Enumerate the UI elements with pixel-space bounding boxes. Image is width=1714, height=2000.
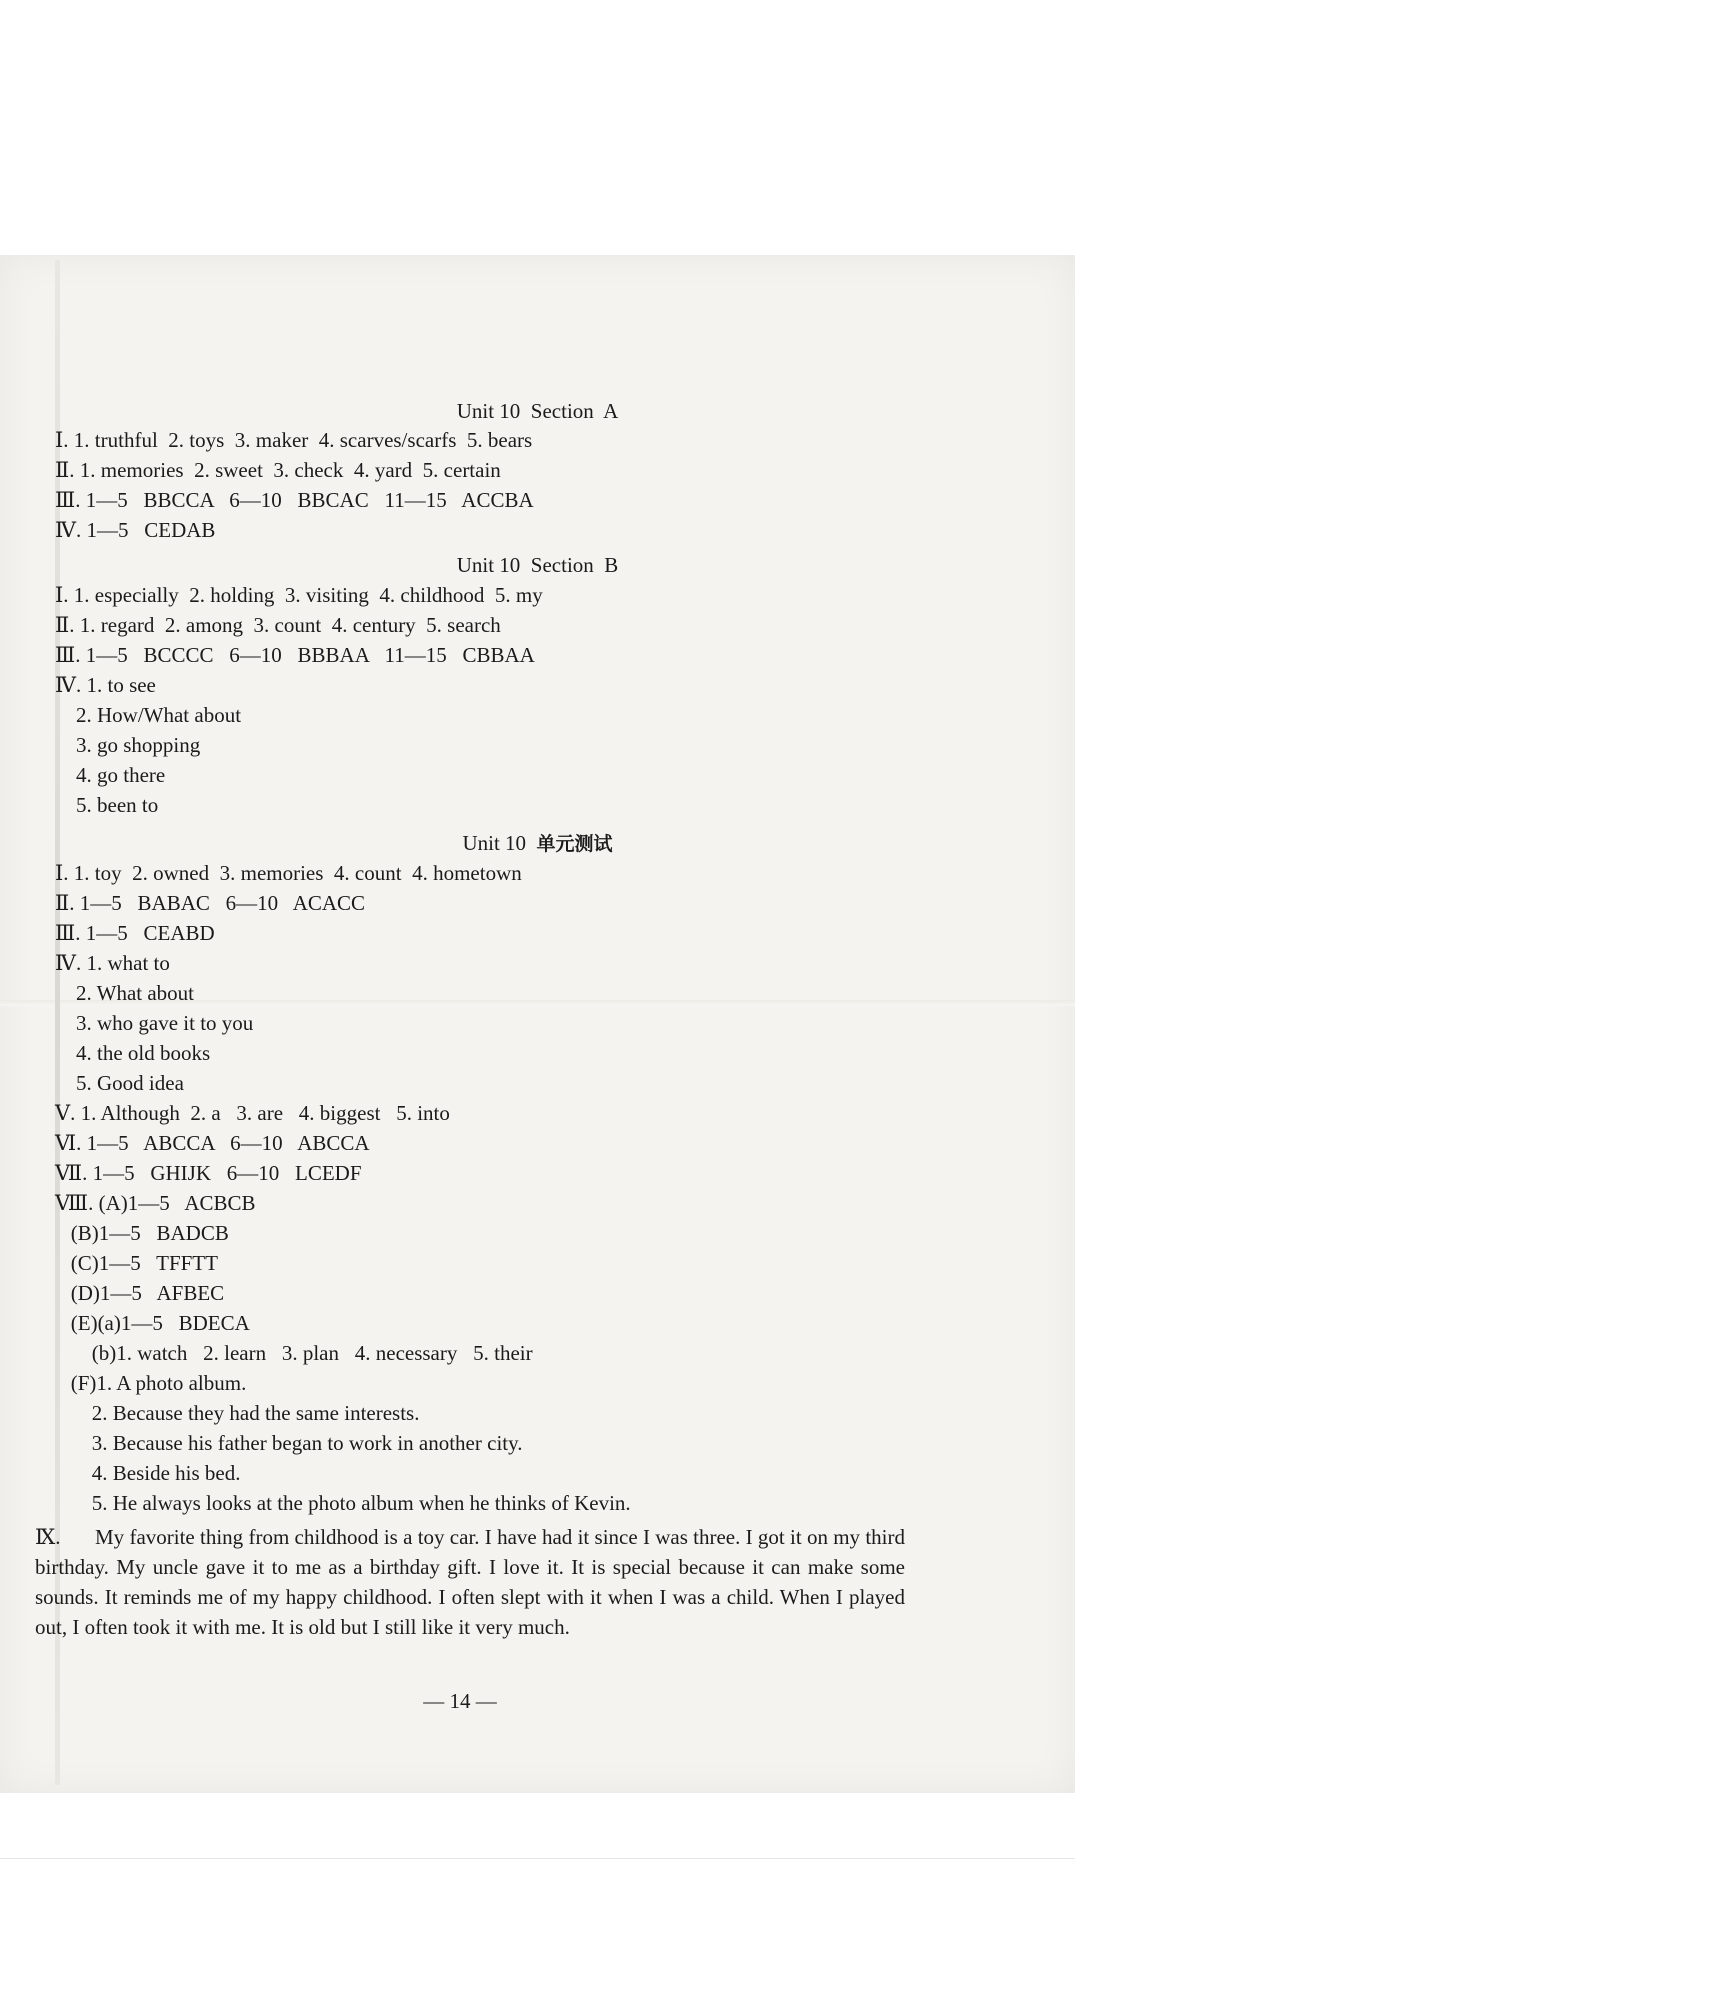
heading-unit10-section-a: Unit 10 Section A <box>456 399 619 423</box>
answer-line: Ⅷ. (A)1—5 ACBCB <box>55 1191 256 1215</box>
answer-line: Ⅲ. 1—5 CEABD <box>55 921 215 945</box>
answer-line: Ⅳ. 1—5 CEDAB <box>55 518 216 542</box>
answer-line: (B)1—5 BADCB <box>55 1221 229 1245</box>
answer-line: Ⅶ. 1—5 GHIJK 6—10 LCEDF <box>55 1161 362 1185</box>
answer-line: Ⅰ. 1. toy 2. owned 3. memories 4. count 4. hometown <box>55 861 522 885</box>
answer-line: (C)1—5 TFFTT <box>55 1251 218 1275</box>
answer-line: 4. go there <box>55 763 166 787</box>
answer-line: Ⅲ. 1—5 BBCCA 6—10 BBCAC 11—15 ACCBA <box>55 488 534 512</box>
answer-line: Ⅳ. 1. what to <box>55 951 170 975</box>
answer-line: 4. Beside his bed. <box>55 1461 241 1485</box>
answer-line: Ⅱ. 1—5 BABAC 6—10 ACACC <box>55 891 366 915</box>
answer-line: 5. He always looks at the photo album when he thinks of Kevin. <box>55 1491 631 1515</box>
essay-label: Ⅸ. <box>35 1525 61 1549</box>
page-number: — 14 — <box>423 1689 497 1713</box>
answer-line: Ⅱ. 1. regard 2. among 3. count 4. century 5. search <box>55 613 501 637</box>
answer-line: Ⅰ. 1. especially 2. holding 3. visiting 4. childhood 5. my <box>55 583 543 607</box>
heading-unit10-unit-test: Unit 10 单元测试 <box>462 831 613 855</box>
answer-line: 2. What about <box>55 981 195 1005</box>
answer-line: Ⅳ. 1. to see <box>55 673 156 697</box>
answer-line: 2. Because they had the same interests. <box>55 1401 420 1425</box>
answer-line: 5. Good idea <box>55 1071 184 1095</box>
answer-line: (E)(a)1—5 BDECA <box>55 1311 250 1335</box>
answer-line: Ⅴ. 1. Although 2. a 3. are 4. biggest 5. into <box>55 1101 450 1125</box>
answer-line: Ⅱ. 1. memories 2. sweet 3. check 4. yard 5. certain <box>55 458 501 482</box>
answer-line: Ⅲ. 1—5 BCCCC 6—10 BBBAA 11—15 CBBAA <box>55 643 535 667</box>
answer-line: 3. Because his father began to work in another city. <box>55 1431 523 1455</box>
answer-line: Ⅰ. 1. truthful 2. toys 3. maker 4. scarves/scarfs 5. bears <box>55 428 533 452</box>
answer-line: (D)1—5 AFBEC <box>55 1281 225 1305</box>
answer-line: 3. go shopping <box>55 733 201 757</box>
answer-line: 5. been to <box>55 793 159 817</box>
answer-line: 2. How/What about <box>55 703 242 727</box>
answer-line: (F)1. A photo album. <box>55 1371 247 1395</box>
heading-unit10-section-b: Unit 10 Section B <box>456 553 619 577</box>
essay-text: My favorite thing from childhood is a toy car. I have had it since I was three. I got it on my third birthday. My uncle gave it to me as a birthday gift. I love it. It is special because it can make some sounds. It reminds me of my happy childhood. I often slept with it when I was a child. When I played out, I often took it with me. It is old but I still like it very much. <box>35 1525 905 1639</box>
answer-line: Ⅵ. 1—5 ABCCA 6—10 ABCCA <box>55 1131 370 1155</box>
answer-line: (b)1. watch 2. learn 3. plan 4. necessary 5. their <box>55 1341 533 1365</box>
answer-line: 3. who gave it to you <box>55 1011 254 1035</box>
answer-line: 4. the old books <box>55 1041 211 1065</box>
